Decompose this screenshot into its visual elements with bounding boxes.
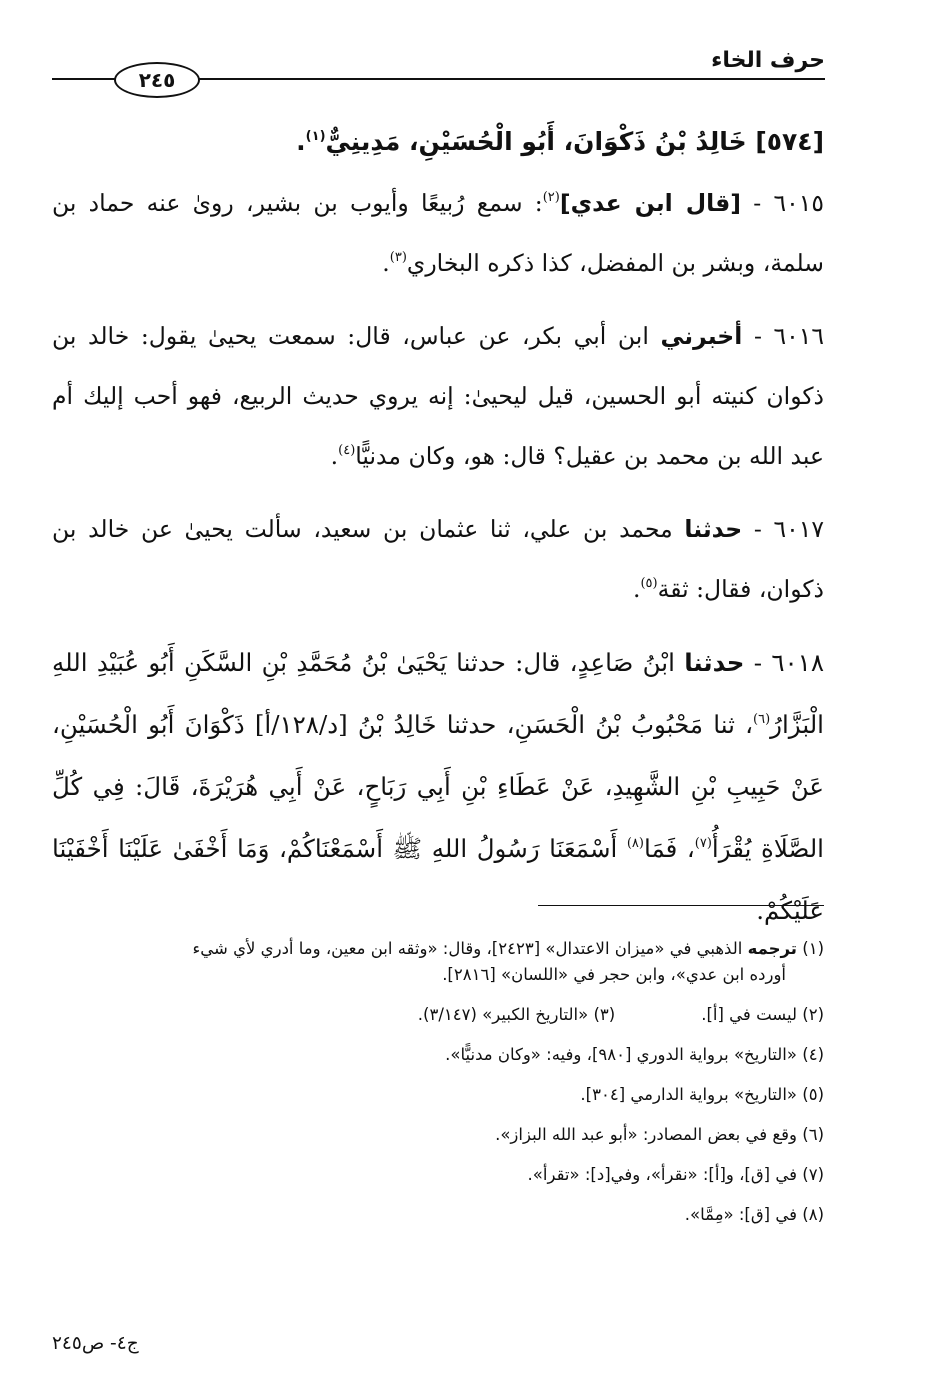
footnote-ref-3: (٣) (389, 250, 407, 265)
footnote-number: (٢) (802, 1005, 824, 1024)
main-text (52, 124, 824, 955)
footnote-text: الذهبي في «ميزان الاعتدال» [٢٤٢٣]، وقال: «وثقه ابن معين، وما أدري لأي شيء (192, 939, 748, 958)
footnote-number: (٧) (802, 1165, 824, 1184)
footnote-ref-7: (٧) (694, 836, 712, 851)
hadith-text-part4: أَسْمَعَنَا رَسُولُ اللهِ ﷺ أَسْمَعْنَاكُمْ، وَمَا أَخْفَىٰ عَلَيْنَا أَخْفَيْنَا عَلَيْكُمْ. (52, 834, 824, 925)
narration-6016 (52, 306, 824, 486)
footnote-text: «التاريخ» برواية الدارمي [٣٠٤]. (580, 1085, 797, 1104)
hadith-text-part2: ، ثنا مَحْبُوبُ بْنُ الْحَسَنِ، حدثنا خَالِدُ بْنُ [د/١٢٨/أ] ذَكْوَانَ أَبُو الْحُسَيْنِ، عَنْ حَبِيبِ بْنِ الشَّهِيدِ، عَنْ عَطَاءِ بْنِ أَبِي رَبَاحٍ، عَنْ أَبِي هُرَيْرَةَ، قَالَ: فِي كُلِّ الصَّلَاةِ يُقْرَأُ (52, 710, 824, 863)
page-header (52, 38, 825, 98)
footnote-5 (52, 1082, 824, 1108)
narration-end: . (382, 249, 390, 277)
footnote-text: وقع في بعض المصادر: «أبو عبد الله البزاز». (495, 1125, 797, 1144)
narration-end: . (330, 442, 339, 470)
narration-number: ٦٠١٧ - (753, 515, 824, 543)
narration-text: : سمع رُبيعًا وأيوب بن بشير، روىٰ عنه حماد بن سلمة، وبشر بن المفضل، كذا ذكره البخاري (52, 189, 824, 277)
footnote-8 (52, 1202, 824, 1228)
footnote-text: «التاريخ الكبير» (٣/١٤٧). (417, 1005, 589, 1024)
footnote-lead: ترجمه (747, 939, 797, 958)
entry-heading (52, 124, 824, 159)
footnote-number: (٨) (802, 1205, 824, 1224)
footnote-pair-2-3 (52, 1002, 824, 1028)
running-title: حرف الخاء (711, 48, 825, 73)
footnote-ref-8: (٨) (626, 836, 644, 851)
footnote-4 (52, 1042, 824, 1068)
footnote-ref-2: (٢) (542, 190, 560, 205)
footnote-ref-5: (٥) (640, 576, 658, 591)
footnote-number: (٤) (802, 1045, 824, 1064)
footnote-number: (٦) (802, 1125, 824, 1144)
footnote-ref-1: (١) (305, 129, 326, 144)
footnote-ref-4: (٤) (338, 443, 356, 458)
narration-lead: حدثنا (684, 515, 743, 543)
narration-number: ٦٠١٥ - (753, 189, 824, 217)
hadith-text-part3: ، فَمَا (643, 834, 695, 863)
footnote-continuation: أورده ابن عدي»، وابن حجر في «اللسان» [٢٨١٦]. (442, 965, 786, 984)
footnote-7 (52, 1162, 824, 1188)
hadith-text-part1: ابْنُ صَاعِدٍ، قال: حدثنا يَحْيَىٰ بْنُ مُحَمَّدِ بْنِ السَّكَنِ أَبُو عُبَيْدِ اللهِ الْبَزَّارُ (52, 648, 824, 739)
footnote-text: في [ق]: «مِمَّا». (684, 1205, 797, 1224)
footnote-text: ليست في [أ]. (701, 1005, 797, 1024)
footnote-separator (538, 905, 824, 906)
page-number: ٢٤٥ (114, 62, 200, 98)
footnote-text: «التاريخ» برواية الدوري [٩٨٠]، وفيه: «وكان مدنيًّا». (445, 1045, 797, 1064)
narration-6018 (52, 632, 824, 942)
footnote-6 (52, 1122, 824, 1148)
footnote-1 (52, 936, 824, 988)
footnote-3 (418, 1002, 615, 1028)
footnote-2 (701, 1002, 824, 1028)
narration-6015 (52, 173, 824, 293)
footnote-number: (٣) (593, 1005, 616, 1024)
narration-lead: أخبرني (660, 322, 743, 350)
narration-end: . (632, 575, 641, 603)
footnotes (52, 936, 824, 1242)
narration-number: ٦٠١٨ - (753, 648, 824, 677)
footnote-number: (١) (802, 939, 824, 958)
footnote-text: في [ق]، و[أ]: «نقرأ»، وفي[د]: «تقرأ». (527, 1165, 797, 1184)
narration-number: ٦٠١٦ - (753, 322, 824, 350)
footnote-ref-6: (٦) (753, 712, 771, 727)
narration-lead: [قال ابن عدي] (559, 189, 742, 217)
entry-heading-end: . (296, 127, 306, 156)
narration-text: ابن أبي بكر، عن عباس، قال: سمعت يحيىٰ يقول: خالد بن ذكوان كنيته أبو الحسين، قيل ليحيىٰ: إنه يروي حديث الربيع، فهو أحب إليك أم عبد الله بن محمد بن عقيل؟ قال: هو، وكان مدنيًّا (52, 322, 824, 470)
narration-lead: حدثنا (684, 648, 745, 677)
narration-text: محمد بن علي، ثنا عثمان بن سعيد، سألت يحيىٰ عن خالد بن ذكوان، فقال: ثقة (52, 515, 824, 603)
narration-6017 (52, 499, 824, 619)
footnote-number: (٥) (802, 1085, 824, 1104)
volume-page-reference: ج٤- ص٢٤٥ (52, 1333, 139, 1354)
entry-heading-text: [٥٧٤] خَالِدُ بْنُ ذَكْوَانَ، أَبُو الْحُسَيْنِ، مَدِينِيٌّ (325, 127, 824, 156)
